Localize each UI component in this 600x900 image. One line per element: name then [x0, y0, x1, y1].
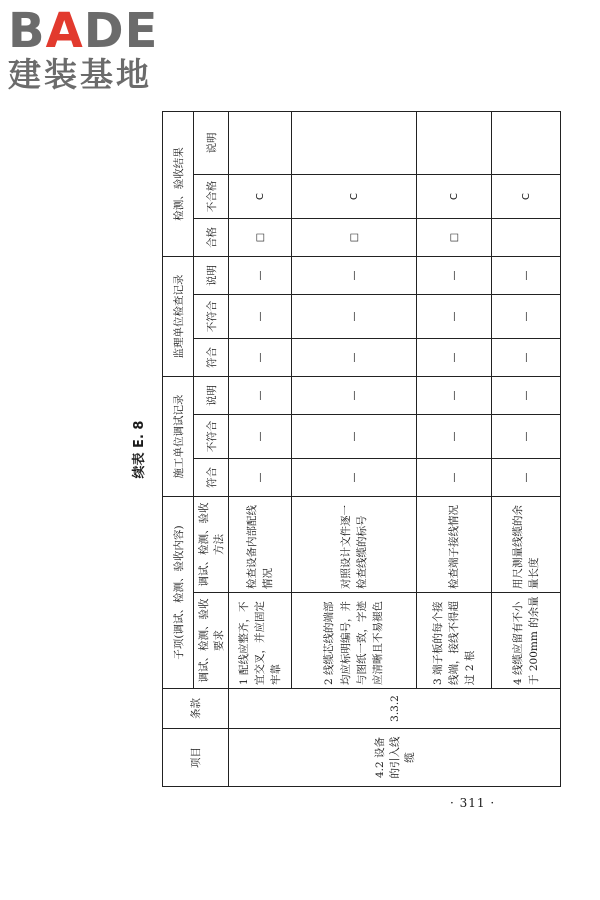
construction-note-cell: — — [229, 376, 292, 414]
construction-fail-cell: — — [492, 414, 561, 458]
bade-logo — [8, 3, 183, 94]
supervision-fail-cell: — — [229, 294, 292, 338]
header-subitem: 子项(调试、检测、验收内容) — [163, 496, 194, 688]
table-row — [292, 111, 417, 786]
construction-pass-cell: — — [492, 458, 561, 496]
table-row — [417, 111, 492, 786]
logo-subtitle: 建装基地 — [8, 55, 152, 94]
unqualified-mark: C — [229, 174, 292, 218]
supervision-pass-cell: — — [492, 338, 561, 376]
header-result-qualified: 合格 — [194, 218, 229, 256]
supervision-fail-cell: — — [492, 294, 561, 338]
page-number: · 311 · — [450, 796, 496, 810]
construction-pass-cell: — — [229, 458, 292, 496]
qualified-checkbox: □ — [292, 218, 417, 256]
method-cell: 对照设计文件逐一检查线缆的标号 — [292, 496, 417, 592]
result-note-cell — [492, 111, 561, 174]
header-method: 调试、检测、验收方法 — [194, 496, 229, 592]
unqualified-mark: C — [492, 174, 561, 218]
construction-pass-cell: — — [292, 458, 417, 496]
construction-fail-cell: — — [417, 414, 492, 458]
header-result: 检测、验收结果 — [163, 111, 194, 256]
header-item: 项目 — [163, 729, 229, 787]
header-construction-pass: 符合 — [194, 458, 229, 496]
header-clause: 条款 — [163, 689, 229, 729]
header-construction: 施工单位调试记录 — [163, 376, 194, 496]
method-cell: 用尺测量线缆的余量长度 — [492, 496, 561, 592]
header-construction-fail: 不符合 — [194, 414, 229, 458]
item-cell: 4.2 设备的引入线缆 — [229, 729, 561, 787]
supervision-pass-cell: — — [229, 338, 292, 376]
requirement-cell: 1 配线应整齐，不宜交叉，并应固定牢靠 — [229, 593, 292, 689]
supervision-pass-cell: — — [292, 338, 417, 376]
header-supervision-note: 说明 — [194, 256, 229, 294]
result-note-cell — [229, 111, 292, 174]
clause-cell: 3.3.2 — [229, 689, 561, 729]
supervision-fail-cell: — — [417, 294, 492, 338]
construction-fail-cell: — — [229, 414, 292, 458]
method-cell: 检查端子接线情况 — [417, 496, 492, 592]
inspection-table — [162, 111, 561, 787]
rotated-table-page — [122, 112, 600, 787]
header-construction-note: 说明 — [194, 376, 229, 414]
header-supervision: 监理单位检查记录 — [163, 256, 194, 376]
supervision-pass-cell: — — [417, 338, 492, 376]
supervision-note-cell: — — [417, 256, 492, 294]
supervision-note-cell: — — [229, 256, 292, 294]
logo-wordmark: BADE — [8, 3, 159, 59]
supervision-note-cell: — — [492, 256, 561, 294]
supervision-note-cell: — — [292, 256, 417, 294]
header-result-unqualified: 不合格 — [194, 174, 229, 218]
result-note-cell — [417, 111, 492, 174]
requirement-cell: 4 线缆应留有不小于 200mm 的余量 — [492, 593, 561, 689]
unqualified-mark: C — [292, 174, 417, 218]
qualified-checkbox — [492, 218, 561, 256]
header-result-note: 说明 — [194, 111, 229, 174]
table-caption: 续表 E. 8 — [132, 420, 147, 479]
construction-note-cell: — — [492, 376, 561, 414]
table-row — [229, 111, 292, 786]
requirement-cell: 3 端子板的每个接线端，接线不得超过 2 根 — [417, 593, 492, 689]
header-supervision-pass: 符合 — [194, 338, 229, 376]
result-note-cell — [292, 111, 417, 174]
qualified-checkbox: □ — [229, 218, 292, 256]
header-supervision-fail: 不符合 — [194, 294, 229, 338]
method-cell: 检查设备内部配线情况 — [229, 496, 292, 592]
construction-pass-cell: — — [417, 458, 492, 496]
construction-note-cell: — — [417, 376, 492, 414]
supervision-fail-cell: — — [292, 294, 417, 338]
table-row — [492, 111, 561, 786]
header-requirement: 调试、检测、验收要求 — [194, 593, 229, 689]
construction-fail-cell: — — [292, 414, 417, 458]
requirement-cell: 2 线缆芯线的端部均应标明编号，并与图纸一致，字迹应清晰且不易褪色 — [292, 593, 417, 689]
unqualified-mark: C — [417, 174, 492, 218]
qualified-checkbox: □ — [417, 218, 492, 256]
construction-note-cell: — — [292, 376, 417, 414]
